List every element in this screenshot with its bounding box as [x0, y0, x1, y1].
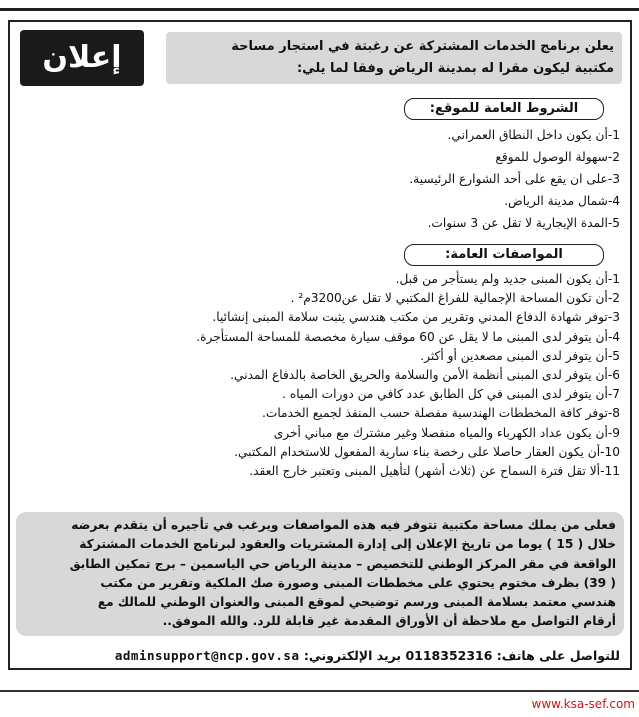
list-item: 9-أن يكون عداد الكهرباء والمياه منفصلا وغير مشترك مع مباني أخرى [273, 425, 620, 440]
list-item: 11-ألا تقل فترة السماح عن (ثلاث أشهر) لتأهيل المبنى وتعتبر خارج العقد. [249, 463, 620, 478]
list-item: 3-على ان يقع على أحد الشوارع الرئيسية. [409, 172, 620, 186]
announcement-badge: إعلان [20, 30, 144, 86]
intro-line-2: مكتبية ليكون مقرا له بمدينة الرياض وفقا لما يلي: [296, 61, 614, 76]
specifications-title: المواصفات العامة: [404, 244, 604, 266]
bottom-rule [0, 690, 639, 692]
intro-band [166, 32, 622, 84]
list-item: 6-أن يتوفر لدى المبنى أنظمة الأمن والسلامة والحريق الخاصة بالدفاع المدني. [230, 367, 620, 382]
list-item: 7-أن يتوفر لدى المبنى في كل الطابق عدد كافي من دورات المياه . [282, 387, 620, 402]
notice-line: الواقعة في مقر المركز الوطني للتخصيص – مدينة الرياض حي الياسمين – برج تمكين الطابق [69, 556, 616, 571]
contact-label: للتواصل على هاتف: 0118352316 بريد الإلكتروني: [303, 648, 620, 663]
source-watermark-link[interactable]: www.ksa-sef.com [531, 697, 635, 711]
notice-line: أرقام التواصل مع ملاحظة أن الأوراق المقدمة غير قابلة للرد. والله الموفق.. [162, 614, 616, 629]
intro-line-1: يعلن برنامج الخدمات المشتركة عن رغبتة في استجار مساحة [231, 39, 614, 54]
general-terms-title: الشروط العامة للموقع: [404, 98, 604, 120]
list-item: 10-أن يكون العقار حاصلا على رخصة بناء سارية المفعول للاستخدام المكتبي. [234, 444, 620, 459]
general-terms-list [409, 124, 620, 234]
contact-line [20, 646, 620, 666]
list-item: 4-شمال مدينة الرياض. [504, 194, 620, 208]
notice-line: هندسي معتمد بسلامة المبنى ورسم توضيحي لموقع المبنى والعنوان الوطني للمالك مع [97, 595, 616, 610]
submission-notice [16, 512, 624, 636]
notice-line: خلال ( 15 ) يوما من تاريخ الإعلان إلى إدارة المشتريات والعقود لبرنامج الخدمات المشتركة [79, 537, 616, 552]
advertisement-frame [8, 20, 632, 670]
notice-line: ( 39) بظرف مختوم يحتوي على مخططات المبنى وصورة صك الملكية وتقرير من مكتب [100, 575, 616, 590]
list-item: 5-المدة الإيجارية لا تقل عن 3 سنوات. [427, 216, 620, 230]
notice-line: فعلى من يملك مساحة مكتبية تتوفر فيه هذه المواصفات ويرغب في تأجيره أن يتقدم بعرضه [71, 518, 616, 532]
list-item: 5-أن يتوفر لدى المبنى مصعدين أو أكثر. [420, 348, 620, 363]
list-item: 4-أن يتوفر لدى المبنى ما لا يقل عن 60 موقف سيارة مخصصة للمساحة المستأجرة. [196, 329, 620, 344]
top-rule [0, 8, 639, 11]
contact-email-link[interactable]: adminsupport@ncp.gov.sa [114, 648, 300, 663]
list-item: 2-أن تكون المساحة الإجمالية للفراغ المكتبي لا تقل عن3200م² . [290, 291, 620, 306]
specifications-list [196, 270, 620, 481]
list-item: 2-سهولة الوصول للموقع [495, 150, 620, 164]
list-item: 8-توفر كافة المخططات الهندسية مفصلة حسب المنفذ لجميع الخدمات. [261, 406, 620, 421]
list-item: 1-أن يكون داخل النطاق العمراني. [447, 128, 620, 142]
list-item: 3-توفر شهادة الدفاع المدني وتقرير من مكتب هندسي يثبت سلامة المبنى إنشائيا. [212, 310, 620, 325]
list-item: 1-أن يكون المبنى جديد ولم يستأجر من قبل. [395, 272, 620, 286]
